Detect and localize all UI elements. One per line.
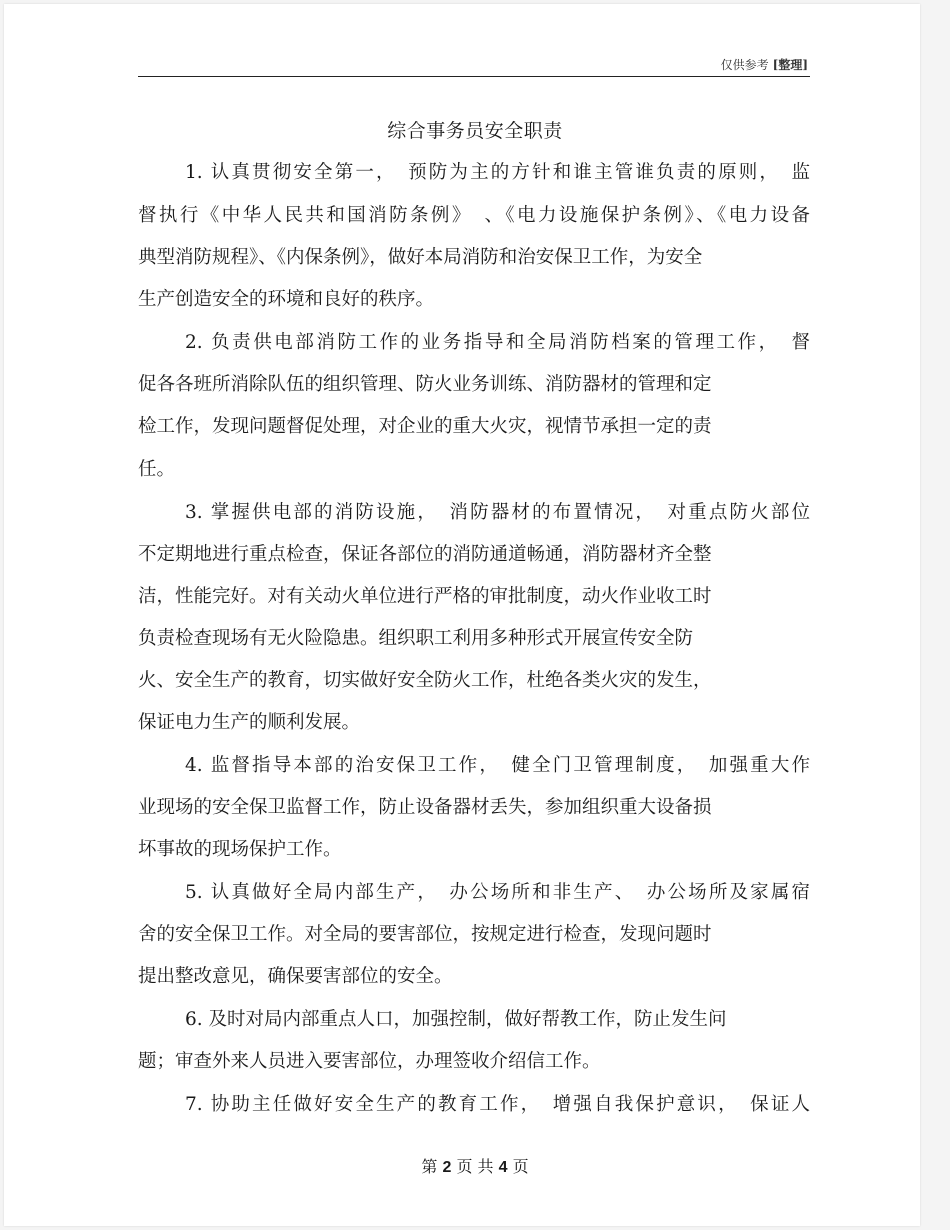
header-tag: [整理]: [772, 58, 808, 72]
body-line: 督执行《中华人民共和国消防条例》 、《电力设施保护条例》、《电力设备: [138, 205, 810, 226]
body-line: 题；审查外来人员进入要害部位，办理签收介绍信工作。: [138, 1051, 601, 1072]
body-line: 不定期地进行重点检查，保证各部位的消防通道畅通，消防器材齐全整: [138, 544, 712, 565]
body-line: 检工作，发现问题督促处理，对企业的重大火灾，视情节承担一定的责: [138, 416, 712, 437]
page-footer: [0, 1154, 950, 1177]
body-line: 2. 负责供电部消防工作的业务指导和全局消防档案的管理工作， 督: [185, 332, 810, 353]
body-line: 提出整改意见，确保要害部位的安全。: [138, 966, 453, 987]
footer-current-page: 2: [442, 1159, 452, 1176]
footer-suffix: 页: [512, 1157, 529, 1176]
body-line: 业现场的安全保卫监督工作，防止设备器材丢失，参加组织重大设备损: [138, 797, 712, 818]
page-header: [138, 52, 810, 77]
body-line: 保证电力生产的顺利发展。: [138, 712, 361, 733]
body-line: 生产创造安全的环境和良好的秩序。: [138, 289, 435, 310]
header-note: [721, 56, 808, 73]
footer-middle: 页 共: [456, 1157, 494, 1176]
body-line: 负责检查现场有无火险隐患。组织职工利用多种形式开展宣传安全防: [138, 628, 694, 649]
body-line: 坏事故的现场保护工作。: [138, 839, 342, 860]
body-line: 7. 协助主任做好安全生产的教育工作， 增强自我保护意识， 保证人: [185, 1094, 810, 1115]
document-title: 综合事务员安全职责: [387, 120, 563, 142]
body-line: 火、安全生产的教育，切实做好安全防火工作，杜绝各类火灾的发生，: [138, 670, 712, 691]
body-line: 5. 认真做好全局内部生产， 办公场所和非生产、 办公场所及家属宿: [185, 882, 810, 903]
document-page: [4, 4, 920, 1226]
body-line: 1. 认真贯彻安全第一， 预防为主的方针和谁主管谁负责的原则， 监: [185, 162, 810, 183]
body-line: 舍的安全保卫工作。对全局的要害部位，按规定进行检查，发现问题时: [138, 924, 712, 945]
body-line: 3. 掌握供电部的消防设施， 消防器材的布置情况， 对重点防火部位: [185, 502, 810, 523]
footer-total-pages: 4: [498, 1159, 508, 1176]
body-line: 洁，性能完好。对有关动火单位进行严格的审批制度，动火作业收工时: [138, 586, 712, 607]
body-line: 促各各班所消除队伍的组织管理、防火业务训练、消防器材的管理和定: [138, 374, 712, 395]
body-line: 6. 及时对局内部重点人口，加强控制，做好帮教工作，防止发生问: [185, 1009, 727, 1030]
body-line: 任。: [138, 459, 176, 480]
body-line: 4. 监督指导本部的治安保卫工作， 健全门卫管理制度， 加强重大作: [185, 755, 810, 776]
body-line: 典型消防规程》、《内保条例》，做好本局消防和治安保卫工作，为安全: [138, 247, 703, 268]
footer-prefix: 第: [421, 1157, 438, 1176]
header-text: 仅供参考: [720, 58, 769, 72]
